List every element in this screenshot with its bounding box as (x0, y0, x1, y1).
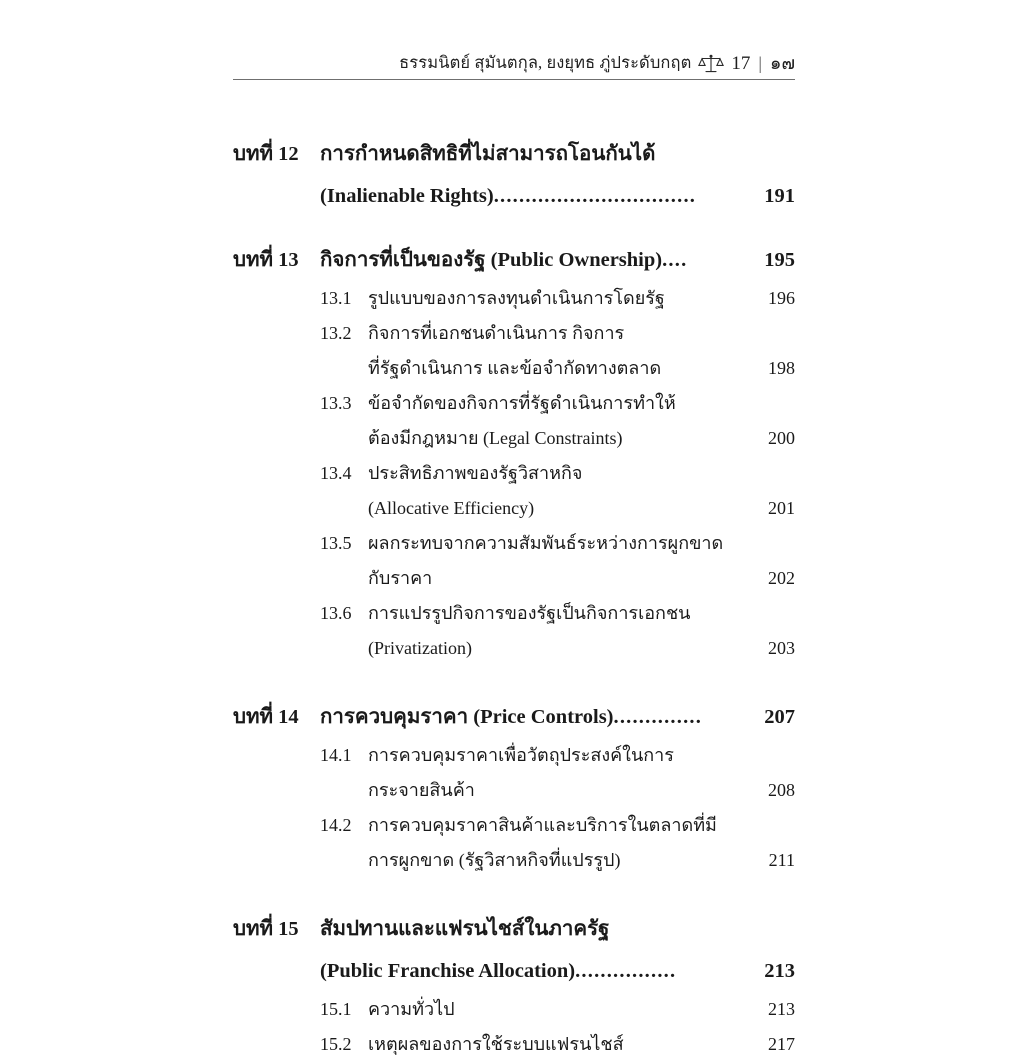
toc-chapter[interactable] (233, 908, 795, 1062)
header-separator: | (758, 53, 763, 73)
toc-chapter-gap (233, 878, 795, 908)
toc-section-line[interactable] (233, 281, 795, 316)
toc-section-title: เหตุผลของการใช้ระบบแฟรนไชส์ (368, 1034, 624, 1054)
toc-section-title: กับราคา (368, 568, 433, 588)
toc-section-page-number: 203 (768, 638, 795, 658)
toc-section-title: (Allocative Efficiency) (368, 498, 535, 518)
toc-section-title: การผูกขาด (รัฐวิสาหกิจที่แปรรูป) (368, 850, 621, 870)
toc-chapter-title: (Inalienable Rights)................................ (320, 185, 697, 207)
toc-chapter[interactable] (233, 239, 795, 666)
toc-section-title: การควบคุมราคาเพื่อวัตถุประสงค์ในการ (368, 745, 674, 765)
toc-section-title: ความทั่วไป (368, 999, 455, 1019)
scales-of-justice-icon (698, 53, 724, 75)
toc-section-line[interactable] (233, 1027, 795, 1062)
toc-section-title: รูปแบบของการลงทุนดำเนินการโดยรัฐ (368, 288, 665, 308)
toc-section-page-number: 201 (768, 498, 795, 518)
toc-section-line[interactable] (233, 526, 795, 561)
toc-chapter-title: (Public Franchise Allocation)................ (320, 960, 677, 982)
toc-section-number: 13.1 (320, 288, 352, 308)
toc-section-title: การควบคุมราคาสินค้าและบริการในตลาดที่มี (368, 815, 717, 835)
toc-section-line[interactable] (233, 738, 795, 773)
toc-section-title: ประสิทธิภาพของรัฐวิสาหกิจ (368, 463, 583, 483)
toc-leader-dots: ................................ (493, 185, 697, 207)
toc-section-page-number: 196 (768, 288, 795, 308)
toc-section-line[interactable] (233, 386, 795, 421)
toc-chapter-page-number: 191 (764, 185, 795, 207)
toc-section-title: (Privatization) (368, 638, 472, 658)
toc-section-line[interactable] (233, 808, 795, 843)
toc-section-page-number: 202 (768, 568, 795, 588)
toc-section-page-number: 200 (768, 428, 795, 448)
toc-chapter-page-number: 213 (764, 960, 795, 982)
toc-section-page-number: 208 (768, 780, 795, 800)
toc-chapter-title: กิจการที่เป็นของรัฐ (Public Ownership).... (320, 249, 688, 271)
toc-section-number: 14.2 (320, 815, 352, 835)
toc-section-line[interactable] (233, 992, 795, 1027)
toc-section-title: ผลกระทบจากความสัมพันธ์ระหว่างการผูกขาด (368, 533, 724, 553)
toc-section-title: ข้อจำกัดของกิจการที่รัฐดำเนินการทำให้ (368, 393, 676, 413)
toc-section-page-number: 198 (768, 358, 795, 378)
toc-section-number: 13.4 (320, 463, 352, 483)
toc-chapter-title: การกำหนดสิทธิที่ไม่สามารถโอนกันได้ (320, 143, 656, 165)
toc-chapter-line[interactable] (233, 908, 795, 950)
toc-section-title: การแปรรูปกิจการของรัฐเป็นกิจการเอกชน (368, 603, 691, 623)
header-page-number-thai: ๑๗ (770, 53, 795, 73)
toc-section-page-number: 211 (768, 850, 795, 870)
toc-chapter-line[interactable] (233, 175, 795, 217)
toc-chapter-gap (233, 217, 795, 239)
toc-section-line[interactable] (233, 351, 795, 386)
header-author-names: ธรรมนิตย์ สุมันตกุล, ยงยุทธ ภู่ประดับกฤต (399, 52, 692, 72)
running-header (233, 50, 795, 76)
toc-section-line[interactable] (233, 456, 795, 491)
toc-section-number: 13.2 (320, 323, 352, 343)
toc-section-line[interactable] (233, 316, 795, 351)
toc-chapter-line[interactable] (233, 133, 795, 175)
toc-chapter-gap (233, 666, 795, 696)
toc-chapter-page-number: 195 (764, 249, 795, 271)
toc-section-page-number: 213 (768, 999, 795, 1019)
toc-chapter-line[interactable] (233, 239, 795, 281)
toc-chapter-title: การควบคุมราคา (Price Controls).............. (320, 706, 703, 728)
toc-section-number: 15.2 (320, 1034, 352, 1054)
toc-chapter-page-number: 207 (764, 706, 795, 728)
toc-section-title: กิจการที่เอกชนดำเนินการ กิจการ (368, 323, 625, 343)
toc-section-line[interactable] (233, 631, 795, 666)
toc-leader-dots: .............. (613, 706, 703, 728)
toc-chapter-title: สัมปทานและแฟรนไชส์ในภาครัฐ (320, 918, 610, 940)
toc-section-number: 13.3 (320, 393, 352, 413)
toc-section-line[interactable] (233, 491, 795, 526)
toc-section-line[interactable] (233, 561, 795, 596)
toc-chapter[interactable] (233, 133, 795, 217)
toc-section-number: 13.5 (320, 533, 352, 553)
toc-section-title: ที่รัฐดำเนินการ และข้อจำกัดทางตลาด (368, 358, 662, 378)
toc-section-line[interactable] (233, 843, 795, 878)
table-of-contents (233, 133, 795, 1062)
toc-chapter-label: บทที่ 12 (233, 143, 299, 165)
toc-section-line[interactable] (233, 421, 795, 456)
toc-section-line[interactable] (233, 773, 795, 808)
toc-chapter-line[interactable] (233, 696, 795, 738)
toc-section-page-number: 217 (768, 1034, 795, 1054)
toc-section-title: ต้องมีกฎหมาย (Legal Constraints) (368, 428, 623, 448)
toc-section-number: 15.1 (320, 999, 352, 1019)
toc-section-number: 14.1 (320, 745, 352, 765)
toc-leader-dots: .... (662, 249, 688, 271)
toc-leader-dots: ................ (575, 960, 677, 982)
toc-chapter[interactable] (233, 696, 795, 878)
header-rule (233, 79, 795, 80)
toc-section-line[interactable] (233, 596, 795, 631)
toc-section-number: 13.6 (320, 603, 352, 623)
toc-chapter-label: บทที่ 14 (233, 706, 299, 728)
toc-chapter-label: บทที่ 15 (233, 918, 299, 940)
toc-section-title: กระจายสินค้า (368, 780, 475, 800)
header-page-number-arabic: 17 (731, 52, 751, 74)
toc-chapter-line[interactable] (233, 950, 795, 992)
toc-chapter-label: บทที่ 13 (233, 249, 299, 271)
